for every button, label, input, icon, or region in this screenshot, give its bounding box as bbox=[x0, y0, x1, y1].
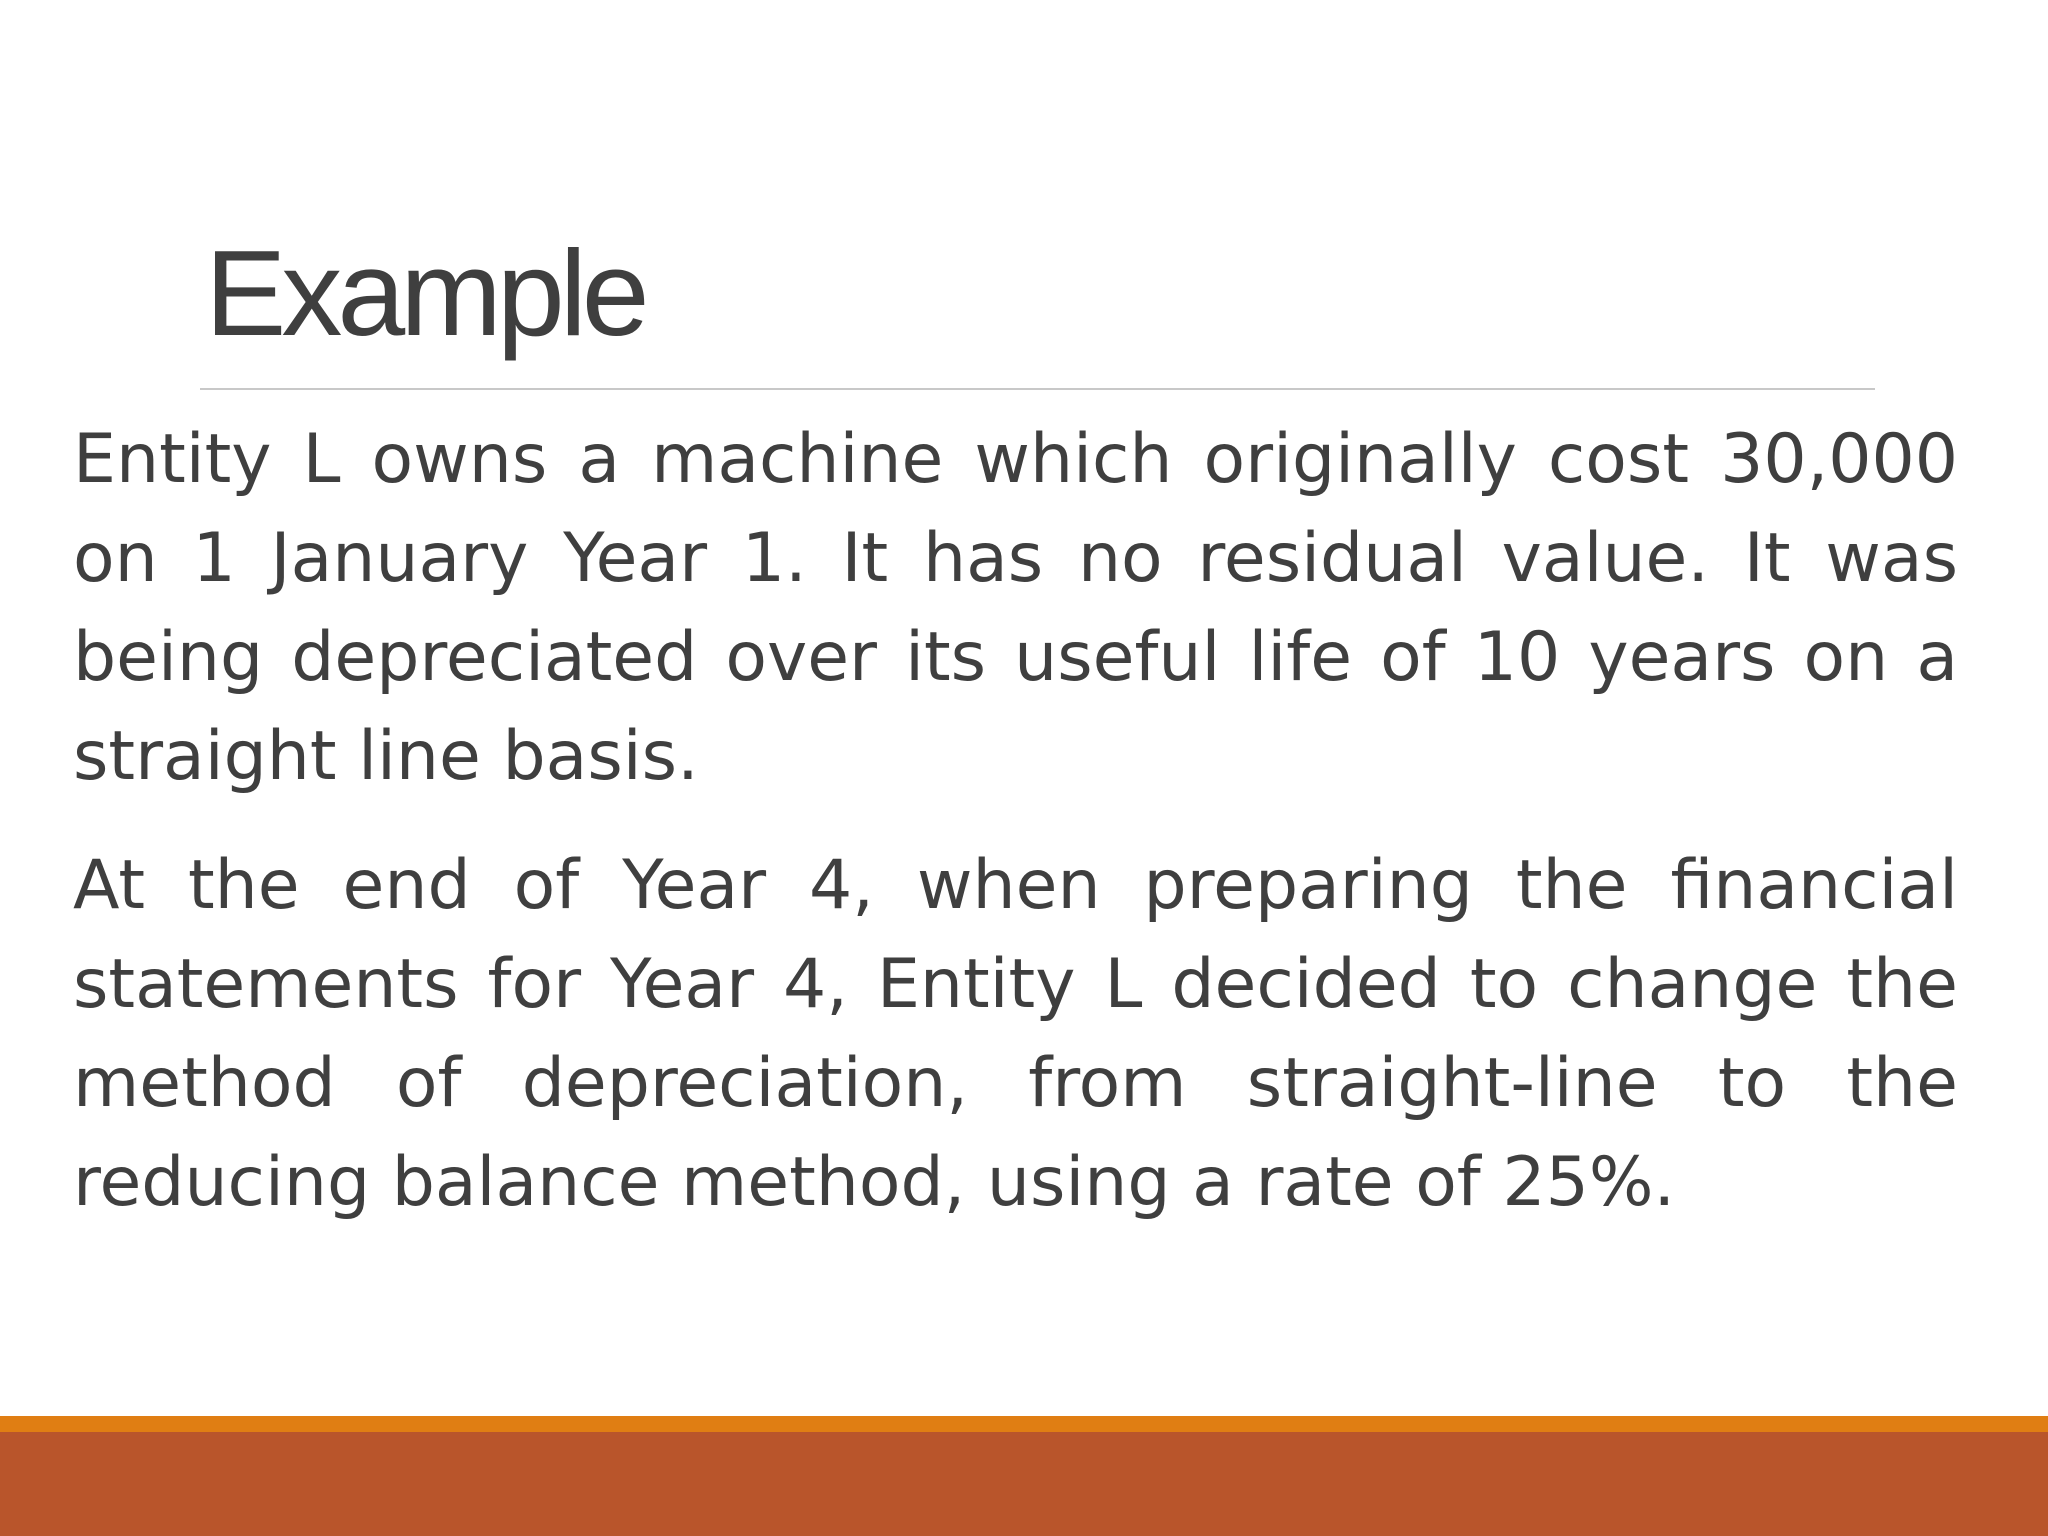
footer-band bbox=[0, 1432, 2048, 1536]
footer-accent-stripe bbox=[0, 1416, 2048, 1432]
paragraph-change-in-method: At the end of Year 4, when preparing the financial statements for Year 4, Entity L decided to change the method of depreciation, from straight-line to the reducing balance method, using a rate of 25%. bbox=[73, 846, 1958, 1222]
title-divider bbox=[200, 388, 1875, 390]
slide-body bbox=[73, 410, 1958, 1232]
paragraph-background: Entity L owns a machine which originally cost 30,000 on 1 January Year 1. It has no residual value. It was being depreciated over its useful life of 10 years on a straight line basis. bbox=[73, 420, 1958, 796]
slide-title: Example bbox=[205, 225, 645, 361]
